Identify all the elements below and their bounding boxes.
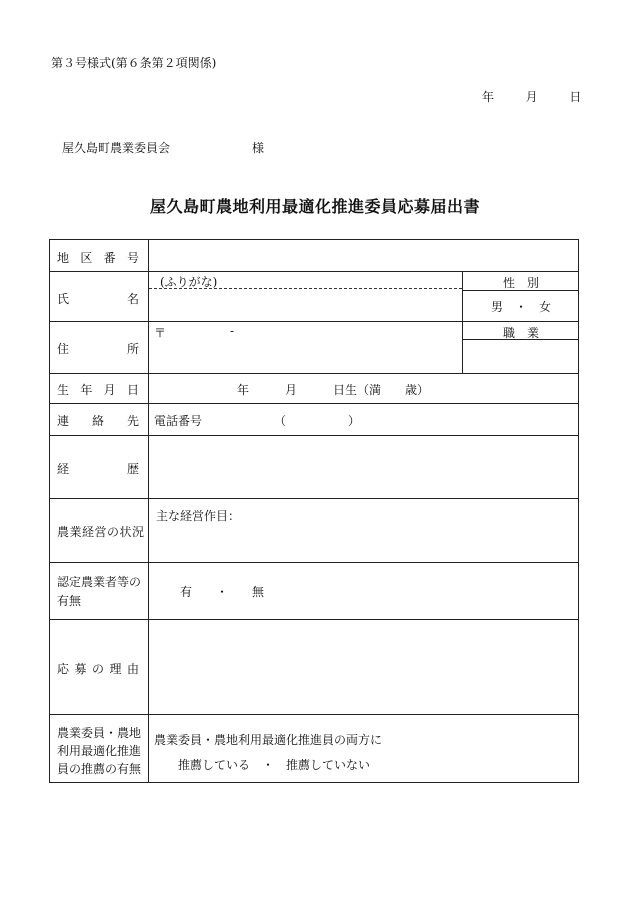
recommendation-text: 農業委員・農地利用最適化推進員の両方に <box>154 733 383 747</box>
date-day: 日 <box>569 90 582 104</box>
postal-dash: - <box>230 324 235 338</box>
phone-number-label: 電話番号 <box>154 414 203 428</box>
date-line <box>482 88 581 105</box>
application-reason-label: 応 募 の 理 由 <box>57 662 139 676</box>
contact-label: 連 絡 先 <box>57 414 139 428</box>
phone-number-field[interactable] <box>296 412 352 428</box>
postal-mark: 〒 <box>154 326 167 340</box>
name-field[interactable] <box>154 292 454 314</box>
document-title: 屋久島町農地利用最適化推進委員応募届出書 <box>149 197 480 216</box>
name-label: 氏 名 <box>57 292 139 306</box>
district-number-field[interactable] <box>154 249 574 265</box>
addressee: 屋久島町農業委員会 <box>62 141 171 155</box>
address-field[interactable] <box>170 340 450 366</box>
birth-date-field[interactable]: 年 月 日生（満 歳） <box>237 383 430 397</box>
gender-options[interactable]: 男 ・ 女 <box>490 300 551 314</box>
date-year: 年 <box>482 90 495 104</box>
farm-status-label: 農業経営の状況 <box>57 525 145 539</box>
career-field[interactable] <box>154 440 574 494</box>
form-number: 第３号様式(第６条第２項関係) <box>51 56 217 70</box>
recommendation-label-line1: 農業委員・農地 <box>57 726 142 740</box>
occupation-field[interactable] <box>468 344 573 368</box>
recommendation-label-line3: 員の推薦の有無 <box>57 762 142 776</box>
phone-paren-open: （ <box>274 414 287 428</box>
application-reason-field[interactable] <box>154 624 574 710</box>
birth-date-label: 生 年 月 日 <box>57 383 139 397</box>
phone-paren-close: ） <box>348 414 361 428</box>
certified-farmer-label-line2: 有無 <box>57 594 82 608</box>
certified-farmer-options[interactable]: 有 ・ 無 <box>180 585 265 599</box>
recommendation-options[interactable]: 推薦している ・ 推薦していない <box>178 758 371 772</box>
recommendation-label-line2: 利用最適化推進 <box>57 744 142 758</box>
honorific: 様 <box>252 141 265 155</box>
date-month: 月 <box>525 90 538 104</box>
district-number-label: 地 区 番 号 <box>57 251 139 265</box>
furigana-label: (ふりがな) <box>160 275 218 289</box>
application-form <box>49 239 579 783</box>
occupation-label: 職 業 <box>502 326 539 340</box>
farm-status-field[interactable] <box>154 524 574 556</box>
career-label: 経 歴 <box>57 462 139 476</box>
main-crops-label: 主な経営作目： <box>156 509 241 523</box>
certified-farmer-label-line1: 認定農業者等の <box>57 575 142 589</box>
gender-label: 性 別 <box>502 276 539 290</box>
address-label: 住 所 <box>57 342 139 356</box>
